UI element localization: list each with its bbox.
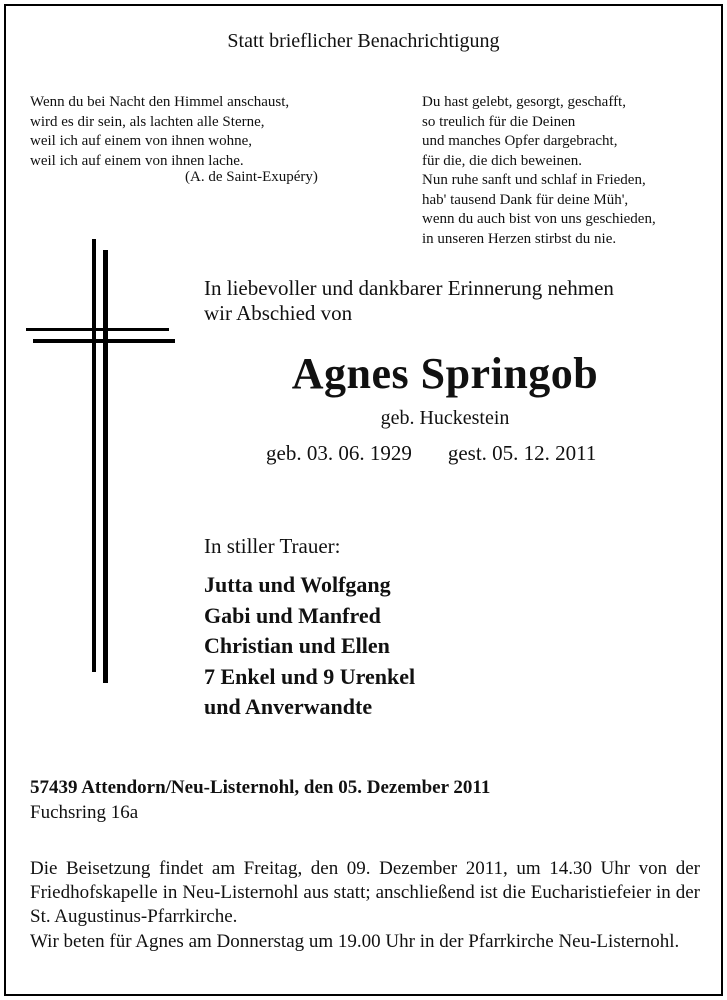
birth-date: geb. 03. 06. 1929 <box>266 441 412 465</box>
family-member: Gabi und Manfred <box>204 602 381 628</box>
place-and-date: 57439 Attendorn/Neu-Listernohl, den 05. Dezember 2011 <box>30 777 491 798</box>
poem-right-line: Nun ruhe sanft und schlaf in Frieden, <box>422 172 646 188</box>
life-dates <box>266 441 596 466</box>
poem-right <box>422 93 656 249</box>
poem-left-line: weil ich auf einem von ihnen wohne, <box>30 133 253 149</box>
poem-right-line: hab' tausend Dank für deine Müh', <box>422 191 629 208</box>
poem-left <box>30 93 289 171</box>
funeral-info: Die Beisetzung findet am Freitag, den 09. Dezember 2011, um 14.30 Uhr von der Friedhofskapelle in Neu-Listernohl aus statt; anschließend ist die Eucharistiefeier in der St. Augustinus-Pfarrkirche. <box>30 858 700 927</box>
intro-line: In liebevoller und dankbarer Erinnerung nehmen <box>204 276 614 300</box>
cross-horizontal-beam <box>26 328 169 331</box>
family-list <box>204 570 415 723</box>
poem-attribution: (A. de Saint-Exupéry) <box>185 169 318 185</box>
cross-horizontal-beam <box>33 339 175 343</box>
prayer-info: Wir beten für Agnes am Donnerstag um 19.00 Uhr in der Pfarrkirche Neu-Listernohl. <box>30 931 680 952</box>
poem-left-line: wird es dir sein, als lachten alle Sterne, <box>30 113 265 130</box>
family-member: und Anverwandte <box>204 694 373 719</box>
poem-right-line: Du hast gelebt, gesorgt, geschafft, <box>422 94 626 110</box>
poem-right-line: in unseren Herzen stirbst du nie. <box>422 230 617 247</box>
mourning-label: In stiller Trauer: <box>204 534 341 558</box>
family-member: Jutta und Wolfgang <box>204 572 391 597</box>
intro-text <box>204 276 614 326</box>
poem-left-line: Wenn du bei Nacht den Himmel anschaust, <box>30 94 290 110</box>
notice-header: Statt brieflicher Benachrichtigung <box>227 30 500 52</box>
family-member: Christian und Ellen <box>204 633 390 658</box>
poem-left-line: weil ich auf einem von ihnen lache. <box>30 152 244 169</box>
death-date: gest. 05. 12. 2011 <box>447 441 597 465</box>
family-member: 7 Enkel und 9 Urenkel <box>204 663 416 689</box>
cross-vertical-beam <box>103 250 108 683</box>
deceased-name: Agnes Springob <box>291 349 599 398</box>
address: Fuchsring 16a <box>30 802 139 823</box>
poem-right-line: für die, die dich beweinen. <box>422 152 582 169</box>
birth-name: geb. Huckestein <box>380 407 510 429</box>
cross-vertical-beam <box>92 239 96 672</box>
poem-right-line: wenn du auch bist von uns geschieden, <box>422 211 656 227</box>
poem-right-line: so treulich für die Deinen <box>422 113 576 130</box>
intro-line: wir Abschied von <box>204 301 353 325</box>
poem-right-line: und manches Opfer dargebracht, <box>422 133 618 149</box>
